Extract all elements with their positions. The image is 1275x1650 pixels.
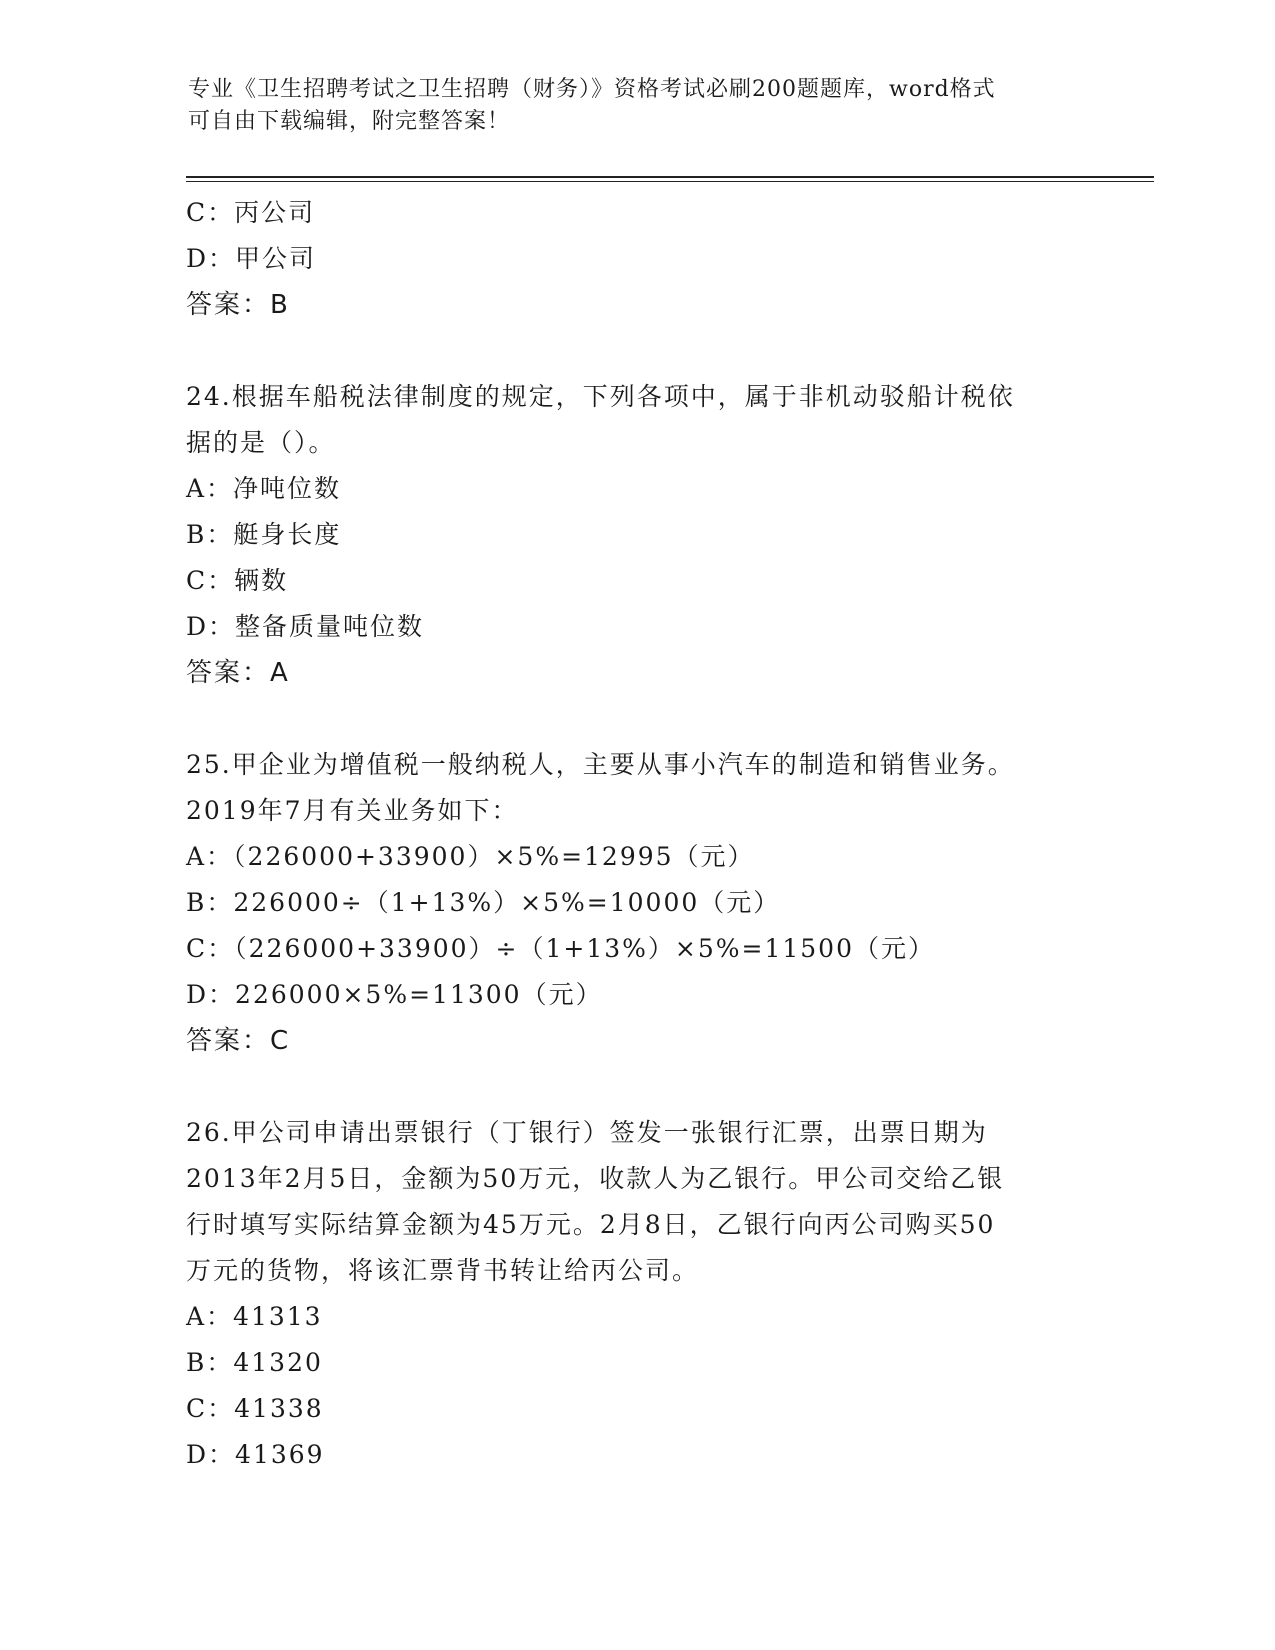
q26-option-a: A：41313 (186, 1302, 323, 1331)
q24-stem-line-1: 24.根据车船税法律制度的规定，下列各项中，属于非机动驳船计税依 (186, 382, 1015, 411)
q26-option-b: B：41320 (186, 1348, 323, 1377)
header-title-line-2: 可自由下载编辑，附完整答案！ (188, 109, 511, 134)
question-23-tail (186, 190, 1086, 328)
page-header (188, 74, 1088, 138)
q23-option-c: C：丙公司 (186, 198, 316, 227)
q25-option-c: C：（226000+33900）÷（1+13%）×5%=11500（元） (186, 934, 935, 963)
q25-option-a: A：（226000+33900）×5%=12995（元） (186, 842, 755, 871)
question-25 (186, 742, 1086, 1064)
q24-stem-line-2: 据的是（）。 (186, 428, 336, 457)
q26-stem-line-2: 2013年2月5日，金额为50万元，收款人为乙银行。甲公司交给乙银 (186, 1164, 1005, 1193)
q26-option-c: C：41338 (186, 1394, 324, 1423)
q24-option-a: A：净吨位数 (186, 474, 342, 503)
question-26 (186, 1110, 1086, 1478)
q25-answer: 答案：C (186, 1026, 291, 1056)
spacer (186, 1064, 1086, 1110)
q25-stem-line-1: 25.甲企业为增值税一般纳税人，主要从事小汽车的制造和销售业务。 (186, 750, 1015, 779)
header-title-line-1: 专业《卫生招聘考试之卫生招聘（财务）》资格考试必刷200题题库，word格式 (188, 77, 996, 102)
q26-stem-line-3: 行时填写实际结算金额为45万元。2月8日，乙银行向丙公司购买50 (186, 1210, 996, 1239)
q25-stem-line-2: 2019年7月有关业务如下： (186, 796, 519, 825)
q26-stem-line-4: 万元的货物，将该汇票背书转让给丙公司。 (186, 1256, 700, 1285)
q26-stem-line-1: 26.甲公司申请出票银行（丁银行）签发一张银行汇票，出票日期为 (186, 1118, 988, 1147)
question-24 (186, 374, 1086, 696)
q26-option-d: D：41369 (186, 1440, 325, 1469)
q25-option-d: D：226000×5%=11300（元） (186, 980, 603, 1009)
q24-answer: 答案：A (186, 658, 290, 688)
q24-option-b: B：艇身长度 (186, 520, 342, 549)
header-divider-thick (186, 176, 1154, 178)
question-content (186, 190, 1086, 1478)
q24-option-d: D：整备质量吨位数 (186, 612, 425, 641)
q25-option-b: B：226000÷（1+13%）×5%=10000（元） (186, 888, 781, 917)
spacer (186, 328, 1086, 374)
header-divider-thin (186, 181, 1154, 182)
q23-option-d: D：甲公司 (186, 244, 317, 273)
q24-option-c: C：辆数 (186, 566, 289, 595)
q23-answer: 答案：B (186, 290, 290, 320)
spacer (186, 696, 1086, 742)
